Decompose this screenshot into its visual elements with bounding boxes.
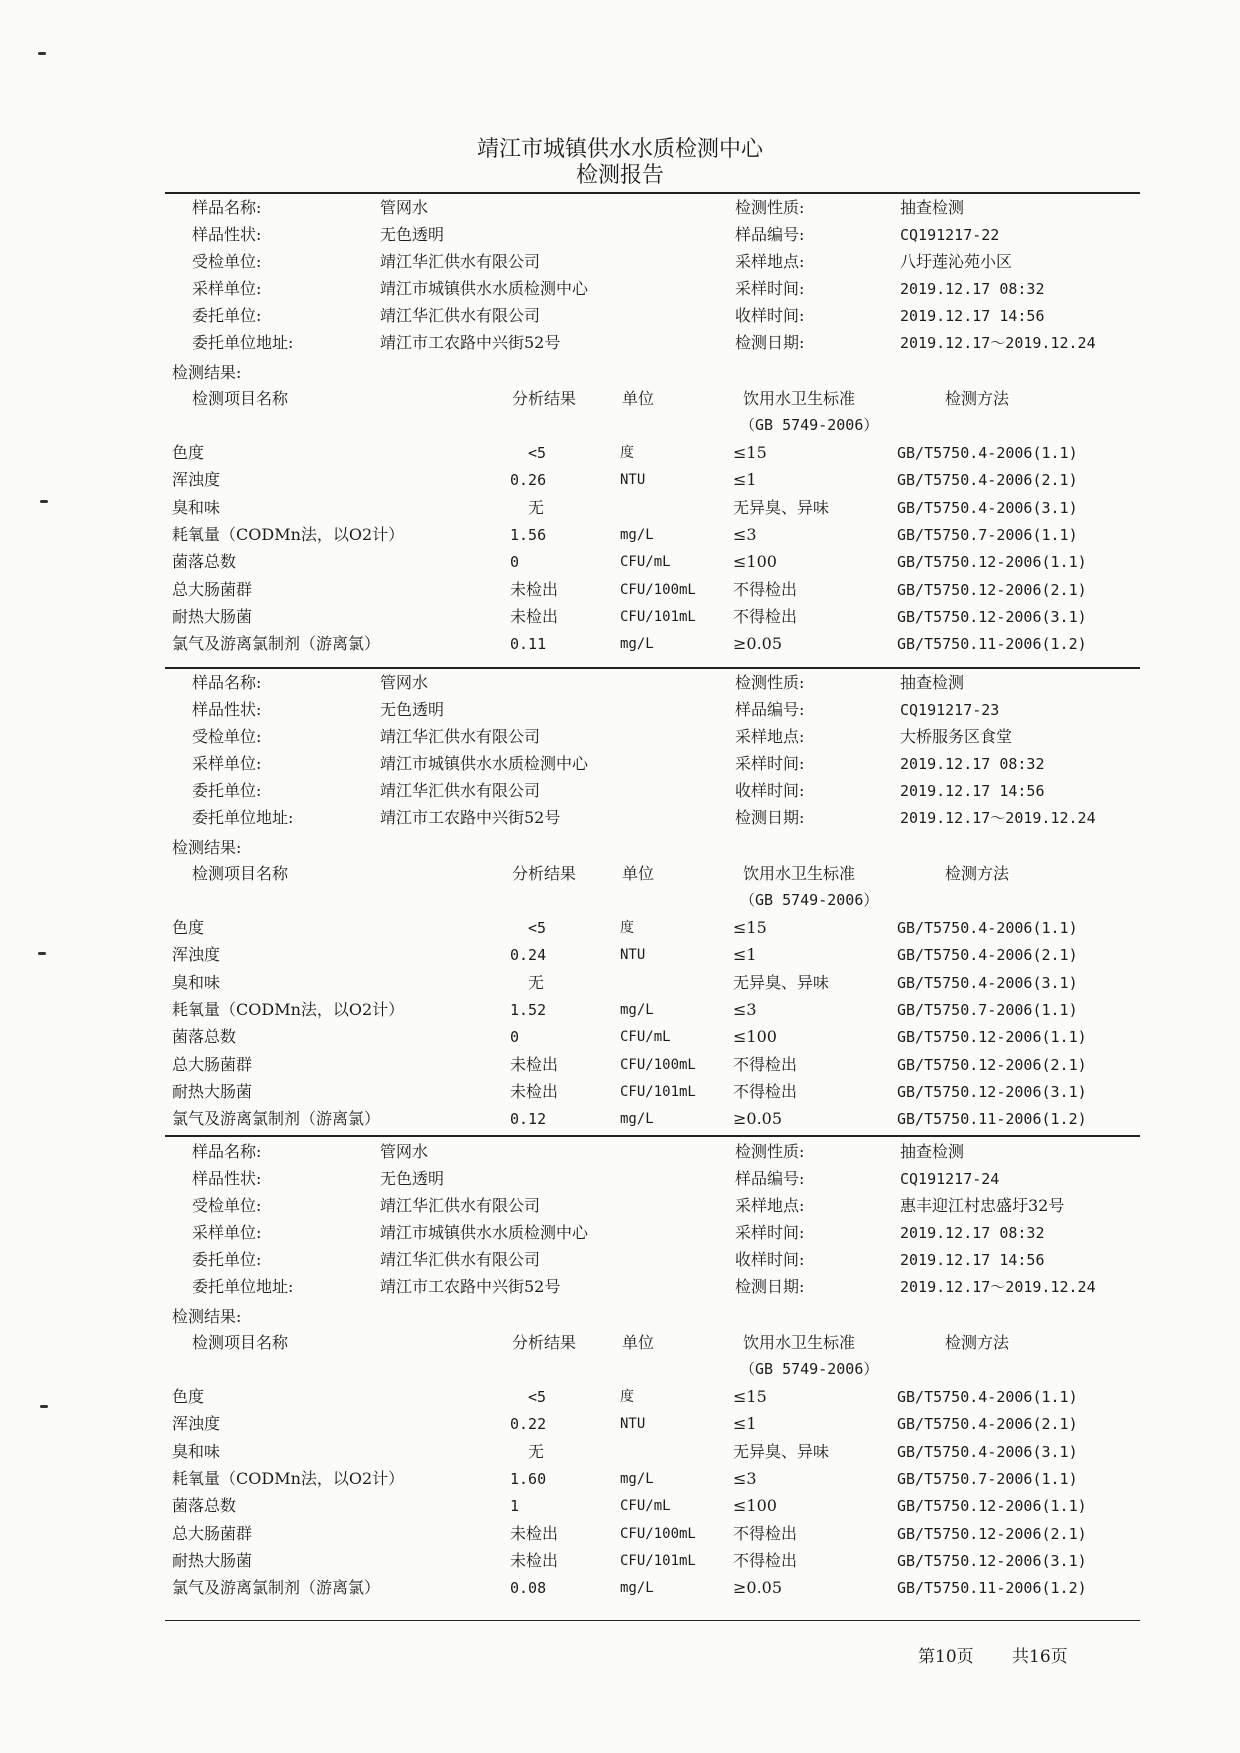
field-label: 委托单位地址: xyxy=(192,1277,294,1296)
method-cell: GB/T5750.4-2006(1.1) xyxy=(897,919,1078,937)
field-value: 无色透明 xyxy=(380,225,445,244)
result-cell: 0.08 xyxy=(510,1579,547,1597)
result-cell: 0.22 xyxy=(510,1415,547,1433)
field-label: 样品名称: xyxy=(192,673,262,692)
unit-cell: mg/L xyxy=(620,1111,654,1127)
field-label: 委托单位地址: xyxy=(192,333,294,352)
scan-speck xyxy=(40,500,48,503)
field-label: 收样时间: xyxy=(735,1250,805,1269)
method-cell: GB/T5750.12-2006(1.1) xyxy=(897,1497,1087,1515)
unit-cell: CFU/mL xyxy=(620,1498,671,1514)
field-label: 采样单位: xyxy=(192,1223,262,1242)
column-header-item: 检测项目名称 xyxy=(192,389,289,408)
field-value: 靖江华汇供水有限公司 xyxy=(380,781,541,800)
page-number: 第10页 xyxy=(918,1647,974,1667)
field-label: 检测日期: xyxy=(735,808,805,827)
item-name-cell: 色度 xyxy=(172,918,205,937)
result-cell: 无 xyxy=(528,1442,545,1461)
field-label: 采样单位: xyxy=(192,279,262,298)
report-subtitle: 检测报告 xyxy=(575,163,664,188)
column-header-item: 检测项目名称 xyxy=(192,1333,289,1352)
field-value: 靖江市城镇供水水质检测中心 xyxy=(380,754,589,773)
method-cell: GB/T5750.7-2006(1.1) xyxy=(897,1470,1078,1488)
method-cell: GB/T5750.12-2006(3.1) xyxy=(897,1552,1087,1570)
report-title: 靖江市城镇供水水质检测中心 xyxy=(476,137,763,162)
unit-cell: NTU xyxy=(620,472,646,488)
field-value: CQ191217-24 xyxy=(900,1170,1000,1188)
field-value: 靖江市城镇供水水质检测中心 xyxy=(380,1223,589,1242)
unit-cell: NTU xyxy=(620,947,646,963)
column-header-result: 分析结果 xyxy=(512,864,577,883)
unit-cell: CFU/mL xyxy=(620,554,671,570)
item-name-cell: 总大肠菌群 xyxy=(172,1055,253,1074)
item-name-cell: 耐热大肠菌 xyxy=(172,1551,253,1570)
result-cell: 1 xyxy=(510,1497,520,1515)
result-cell: 未检出 xyxy=(510,607,559,626)
result-cell: 未检出 xyxy=(510,1551,559,1570)
unit-cell: CFU/100mL xyxy=(620,582,696,598)
unit-cell: mg/L xyxy=(620,1002,654,1018)
unit-cell: 度 xyxy=(620,1389,634,1405)
sample-section xyxy=(0,198,1240,653)
field-value: CQ191217-22 xyxy=(900,226,1000,244)
column-header-standard: 饮用水卫生标准 xyxy=(743,1333,856,1352)
column-header-unit: 单位 xyxy=(622,389,655,408)
item-name-cell: 菌落总数 xyxy=(172,1496,237,1515)
method-cell: GB/T5750.12-2006(3.1) xyxy=(897,608,1087,626)
unit-cell: mg/L xyxy=(620,636,654,652)
field-value: 靖江华汇供水有限公司 xyxy=(380,306,541,325)
method-cell: GB/T5750.11-2006(1.2) xyxy=(897,1110,1087,1128)
unit-cell: mg/L xyxy=(620,1580,654,1596)
field-label: 委托单位: xyxy=(192,781,262,800)
field-label: 采样时间: xyxy=(735,754,805,773)
unit-cell: 度 xyxy=(620,445,634,461)
item-name-cell: 总大肠菌群 xyxy=(172,1524,253,1543)
standard-cell: 不得检出 xyxy=(733,1551,798,1570)
standard-cell: ≤15 xyxy=(733,1387,767,1406)
field-value: 2019.12.17 14:56 xyxy=(900,307,1045,325)
field-label: 样品性状: xyxy=(192,225,262,244)
field-label: 样品性状: xyxy=(192,1169,262,1188)
field-value: 2019.12.17 08:32 xyxy=(900,280,1045,298)
unit-cell: 度 xyxy=(620,920,634,936)
method-cell: GB/T5750.12-2006(2.1) xyxy=(897,1525,1087,1543)
standard-cell: 无异臭、异味 xyxy=(733,1442,830,1461)
result-cell: 无 xyxy=(528,973,545,992)
field-value: 2019.12.17～2019.12.24 xyxy=(900,334,1096,352)
standard-cell: ≤1 xyxy=(733,1414,757,1433)
result-cell: 1.56 xyxy=(510,526,547,544)
field-label: 采样时间: xyxy=(735,1223,805,1242)
standard-cell: 不得检出 xyxy=(733,1055,798,1074)
sample-section xyxy=(0,673,1240,1128)
item-name-cell: 氯气及游离氯制剂（游离氯） xyxy=(172,1109,381,1128)
result-cell: 未检出 xyxy=(510,1055,559,1074)
standard-cell: ≤100 xyxy=(733,1496,777,1515)
scan-speck xyxy=(40,1405,48,1408)
field-value: 抽查检测 xyxy=(900,198,965,217)
result-cell: <5 xyxy=(528,1388,547,1406)
item-name-cell: 氯气及游离氯制剂（游离氯） xyxy=(172,634,381,653)
field-label: 受检单位: xyxy=(192,1196,262,1215)
results-heading: 检测结果: xyxy=(172,1307,242,1326)
field-label: 采样地点: xyxy=(735,1196,805,1215)
standard-cell: 不得检出 xyxy=(733,1524,798,1543)
page-total: 共16页 xyxy=(1012,1647,1068,1667)
field-label: 委托单位地址: xyxy=(192,808,294,827)
field-value: 靖江华汇供水有限公司 xyxy=(380,252,541,271)
method-cell: GB/T5750.4-2006(2.1) xyxy=(897,471,1078,489)
column-header-method: 检测方法 xyxy=(945,1333,1010,1352)
result-cell: 未检出 xyxy=(510,580,559,599)
field-value: 靖江华汇供水有限公司 xyxy=(380,1250,541,1269)
field-value: 靖江华汇供水有限公司 xyxy=(380,1196,541,1215)
unit-cell: NTU xyxy=(620,1416,646,1432)
field-value: 管网水 xyxy=(380,673,429,692)
result-cell: 0.12 xyxy=(510,1110,547,1128)
field-value: 大桥服务区食堂 xyxy=(900,727,1013,746)
item-name-cell: 耐热大肠菌 xyxy=(172,1082,253,1101)
item-name-cell: 菌落总数 xyxy=(172,552,237,571)
divider-line xyxy=(165,667,1140,669)
result-cell: 未检出 xyxy=(510,1524,559,1543)
results-heading: 检测结果: xyxy=(172,363,242,382)
field-value: 靖江市工农路中兴街52号 xyxy=(380,333,561,352)
field-value: 靖江市城镇供水水质检测中心 xyxy=(380,279,589,298)
field-value: 无色透明 xyxy=(380,1169,445,1188)
result-cell: 无 xyxy=(528,498,545,517)
unit-cell: mg/L xyxy=(620,527,654,543)
standard-cell: ≤3 xyxy=(733,1469,757,1488)
unit-cell: CFU/100mL xyxy=(620,1526,696,1542)
method-cell: GB/T5750.12-2006(1.1) xyxy=(897,553,1087,571)
item-name-cell: 耐热大肠菌 xyxy=(172,607,253,626)
field-label: 收样时间: xyxy=(735,306,805,325)
unit-cell: CFU/101mL xyxy=(620,609,696,625)
unit-cell: CFU/100mL xyxy=(620,1057,696,1073)
field-value: 抽查检测 xyxy=(900,673,965,692)
standard-cell: ≤100 xyxy=(733,552,777,571)
standard-cell: ≤100 xyxy=(733,1027,777,1046)
field-value: 2019.12.17 14:56 xyxy=(900,782,1045,800)
column-header-unit: 单位 xyxy=(622,864,655,883)
unit-cell: CFU/mL xyxy=(620,1029,671,1045)
scan-speck xyxy=(38,52,46,55)
item-name-cell: 浑浊度 xyxy=(172,1414,221,1433)
field-label: 样品性状: xyxy=(192,700,262,719)
column-header-unit: 单位 xyxy=(622,1333,655,1352)
divider-line xyxy=(165,192,1140,194)
result-cell: <5 xyxy=(528,919,547,937)
item-name-cell: 氯气及游离氯制剂（游离氯） xyxy=(172,1578,381,1597)
result-cell: 0.26 xyxy=(510,471,547,489)
column-header-result: 分析结果 xyxy=(512,389,577,408)
scan-speck xyxy=(38,952,46,955)
field-label: 检测性质: xyxy=(735,198,805,217)
field-label: 采样地点: xyxy=(735,727,805,746)
item-name-cell: 臭和味 xyxy=(172,498,221,517)
item-name-cell: 色度 xyxy=(172,443,205,462)
field-value: 管网水 xyxy=(380,1142,429,1161)
item-name-cell: 臭和味 xyxy=(172,1442,221,1461)
standard-cell: ≤15 xyxy=(733,443,767,462)
item-name-cell: 耗氧量（CODMn法，以O2计） xyxy=(172,525,405,544)
field-label: 采样单位: xyxy=(192,754,262,773)
field-value: 靖江市工农路中兴街52号 xyxy=(380,1277,561,1296)
standard-cell: 不得检出 xyxy=(733,1082,798,1101)
field-value: 管网水 xyxy=(380,198,429,217)
standard-cell: 不得检出 xyxy=(733,580,798,599)
field-label: 检测日期: xyxy=(735,333,805,352)
field-value: 2019.12.17 08:32 xyxy=(900,1224,1045,1242)
field-label: 样品名称: xyxy=(192,1142,262,1161)
results-heading: 检测结果: xyxy=(172,838,242,857)
column-header-standard: 饮用水卫生标准 xyxy=(743,864,856,883)
item-name-cell: 浑浊度 xyxy=(172,470,221,489)
method-cell: GB/T5750.4-2006(3.1) xyxy=(897,974,1078,992)
column-header-standard-code: （GB 5749-2006） xyxy=(740,891,879,909)
field-value: 2019.12.17～2019.12.24 xyxy=(900,1278,1096,1296)
item-name-cell: 总大肠菌群 xyxy=(172,580,253,599)
item-name-cell: 菌落总数 xyxy=(172,1027,237,1046)
field-label: 样品编号: xyxy=(735,1169,805,1188)
column-header-method: 检测方法 xyxy=(945,389,1010,408)
method-cell: GB/T5750.11-2006(1.2) xyxy=(897,1579,1087,1597)
result-cell: 0.11 xyxy=(510,635,547,653)
result-cell: 1.60 xyxy=(510,1470,547,1488)
field-label: 受检单位: xyxy=(192,252,262,271)
column-header-standard-code: （GB 5749-2006） xyxy=(740,416,879,434)
field-label: 委托单位: xyxy=(192,1250,262,1269)
column-header-item: 检测项目名称 xyxy=(192,864,289,883)
field-value: 2019.12.17～2019.12.24 xyxy=(900,809,1096,827)
field-label: 样品编号: xyxy=(735,700,805,719)
method-cell: GB/T5750.4-2006(2.1) xyxy=(897,946,1078,964)
sample-section xyxy=(0,1142,1240,1597)
unit-cell: CFU/101mL xyxy=(620,1553,696,1569)
item-name-cell: 浑浊度 xyxy=(172,945,221,964)
standard-cell: ≤3 xyxy=(733,525,757,544)
result-cell: 0.24 xyxy=(510,946,547,964)
result-cell: 1.52 xyxy=(510,1001,547,1019)
field-label: 样品名称: xyxy=(192,198,262,217)
column-header-standard-code: （GB 5749-2006） xyxy=(740,1360,879,1378)
result-cell: 0 xyxy=(510,553,520,571)
standard-cell: ≤3 xyxy=(733,1000,757,1019)
field-value: 靖江华汇供水有限公司 xyxy=(380,727,541,746)
field-label: 检测日期: xyxy=(735,1277,805,1296)
field-label: 委托单位: xyxy=(192,306,262,325)
item-name-cell: 耗氧量（CODMn法，以O2计） xyxy=(172,1469,405,1488)
field-value: 2019.12.17 14:56 xyxy=(900,1251,1045,1269)
item-name-cell: 色度 xyxy=(172,1387,205,1406)
field-value: CQ191217-23 xyxy=(900,701,1000,719)
column-header-method: 检测方法 xyxy=(945,864,1010,883)
method-cell: GB/T5750.12-2006(1.1) xyxy=(897,1028,1087,1046)
field-value: 2019.12.17 08:32 xyxy=(900,755,1045,773)
standard-cell: ≤15 xyxy=(733,918,767,937)
method-cell: GB/T5750.4-2006(2.1) xyxy=(897,1415,1078,1433)
column-header-result: 分析结果 xyxy=(512,1333,577,1352)
method-cell: GB/T5750.7-2006(1.1) xyxy=(897,526,1078,544)
method-cell: GB/T5750.11-2006(1.2) xyxy=(897,635,1087,653)
field-label: 采样时间: xyxy=(735,279,805,298)
result-cell: 未检出 xyxy=(510,1082,559,1101)
method-cell: GB/T5750.12-2006(2.1) xyxy=(897,581,1087,599)
result-cell: 0 xyxy=(510,1028,520,1046)
standard-cell: ≥0.05 xyxy=(733,1109,783,1128)
field-label: 检测性质: xyxy=(735,673,805,692)
field-value: 惠丰迎江村忠盛圩32号 xyxy=(900,1196,1065,1215)
field-label: 受检单位: xyxy=(192,727,262,746)
field-value: 抽查检测 xyxy=(900,1142,965,1161)
column-header-standard: 饮用水卫生标准 xyxy=(743,389,856,408)
method-cell: GB/T5750.12-2006(3.1) xyxy=(897,1083,1087,1101)
divider-line xyxy=(165,1620,1140,1621)
standard-cell: 无异臭、异味 xyxy=(733,973,830,992)
field-value: 八圩莲沁苑小区 xyxy=(900,252,1013,271)
divider-line xyxy=(165,1135,1140,1137)
item-name-cell: 臭和味 xyxy=(172,973,221,992)
field-label: 采样地点: xyxy=(735,252,805,271)
field-value: 靖江市工农路中兴街52号 xyxy=(380,808,561,827)
method-cell: GB/T5750.4-2006(1.1) xyxy=(897,1388,1078,1406)
field-value: 无色透明 xyxy=(380,700,445,719)
item-name-cell: 耗氧量（CODMn法，以O2计） xyxy=(172,1000,405,1019)
standard-cell: ≤1 xyxy=(733,470,757,489)
standard-cell: ≤1 xyxy=(733,945,757,964)
standard-cell: ≥0.05 xyxy=(733,1578,783,1597)
method-cell: GB/T5750.12-2006(2.1) xyxy=(897,1056,1087,1074)
result-cell: <5 xyxy=(528,444,547,462)
unit-cell: mg/L xyxy=(620,1471,654,1487)
field-label: 检测性质: xyxy=(735,1142,805,1161)
method-cell: GB/T5750.4-2006(3.1) xyxy=(897,499,1078,517)
standard-cell: 不得检出 xyxy=(733,607,798,626)
unit-cell: CFU/101mL xyxy=(620,1084,696,1100)
method-cell: GB/T5750.4-2006(1.1) xyxy=(897,444,1078,462)
method-cell: GB/T5750.4-2006(3.1) xyxy=(897,1443,1078,1461)
field-label: 样品编号: xyxy=(735,225,805,244)
method-cell: GB/T5750.7-2006(1.1) xyxy=(897,1001,1078,1019)
standard-cell: 无异臭、异味 xyxy=(733,498,830,517)
field-label: 收样时间: xyxy=(735,781,805,800)
standard-cell: ≥0.05 xyxy=(733,634,783,653)
